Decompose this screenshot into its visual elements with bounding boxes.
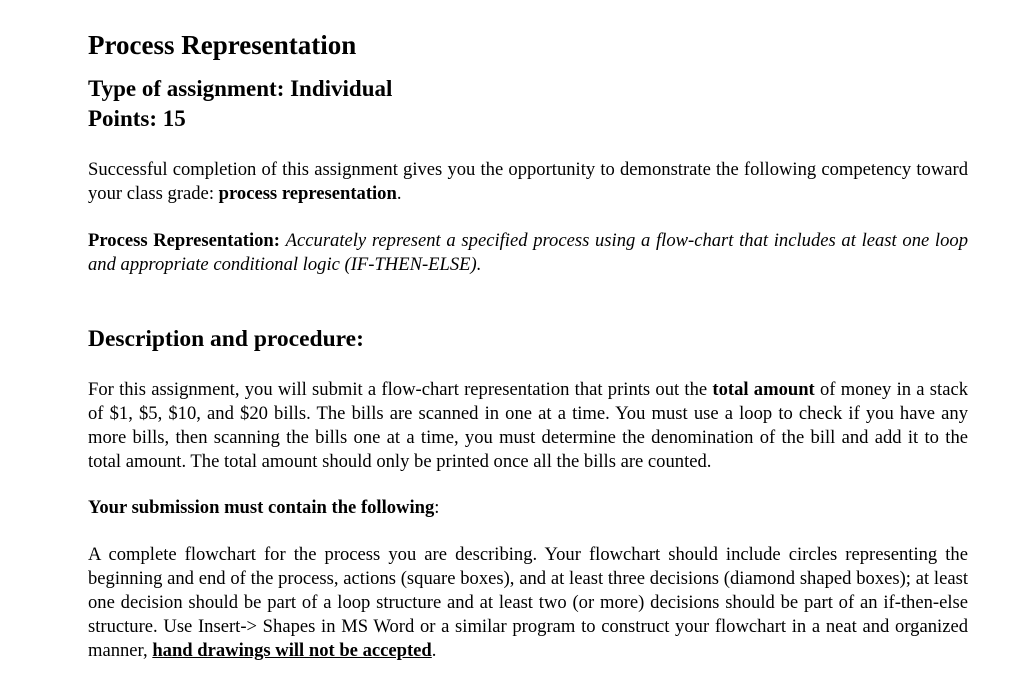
assignment-type: Type of assignment: Individual — [88, 76, 393, 101]
competency-label: Process Representation: — [88, 230, 280, 251]
competency-name: process representation — [218, 183, 397, 204]
document-title: Process Representation — [88, 30, 357, 60]
flowchart-requirements — [88, 543, 968, 663]
section-heading: Description and procedure: — [88, 326, 364, 352]
description-part1: For this assignment, you will submit a flow-chart representation that prints out the — [88, 379, 713, 400]
competency-description: Accurately represent a specified process using a flow-chart that includes at least one loop and appropriate conditional logic (IF-THEN-ELSE). — [88, 230, 968, 275]
flowchart-end: . — [431, 640, 437, 661]
description-part2: of money in a stack of $1, $5, $10, and $20 bills. The bills are scanned in one at a time. You must use a loop to check if you have any more bills, then scanning the bills one at a time, you must determine the denomination of the bill and add it to the total amount. The total amount should only be printed once all the bills are counted. — [88, 379, 969, 472]
flowchart-emphasis: hand drawings will not be accepted — [152, 640, 432, 661]
submission-colon: : — [434, 497, 440, 518]
submission-label: Your submission must contain the following — [88, 497, 435, 518]
submission-heading — [88, 496, 968, 520]
intro-paragraph — [88, 158, 968, 206]
intro-text: Successful completion of this assignment gives you the opportunity to demonstrate the following competency toward your class grade: — [88, 159, 968, 204]
flowchart-text: A complete flowchart for the process you are describing. Your flowchart should include circles representing the beginning and end of the process, actions (square boxes), and at least three decisions (diamond shaped boxes); at least one decision should be part of a loop structure and at least two (or more) decisions should be part of an if-then-else structure. Use Insert-> Shapes in MS Word or a similar program to construct your flowchart in a neat and organized manner, — [88, 544, 968, 661]
description-paragraph — [88, 378, 968, 474]
competency-definition — [88, 229, 968, 277]
assignment-points: Points: 15 — [88, 106, 186, 131]
description-bold: total amount — [712, 379, 815, 400]
intro-end: . — [396, 183, 402, 204]
